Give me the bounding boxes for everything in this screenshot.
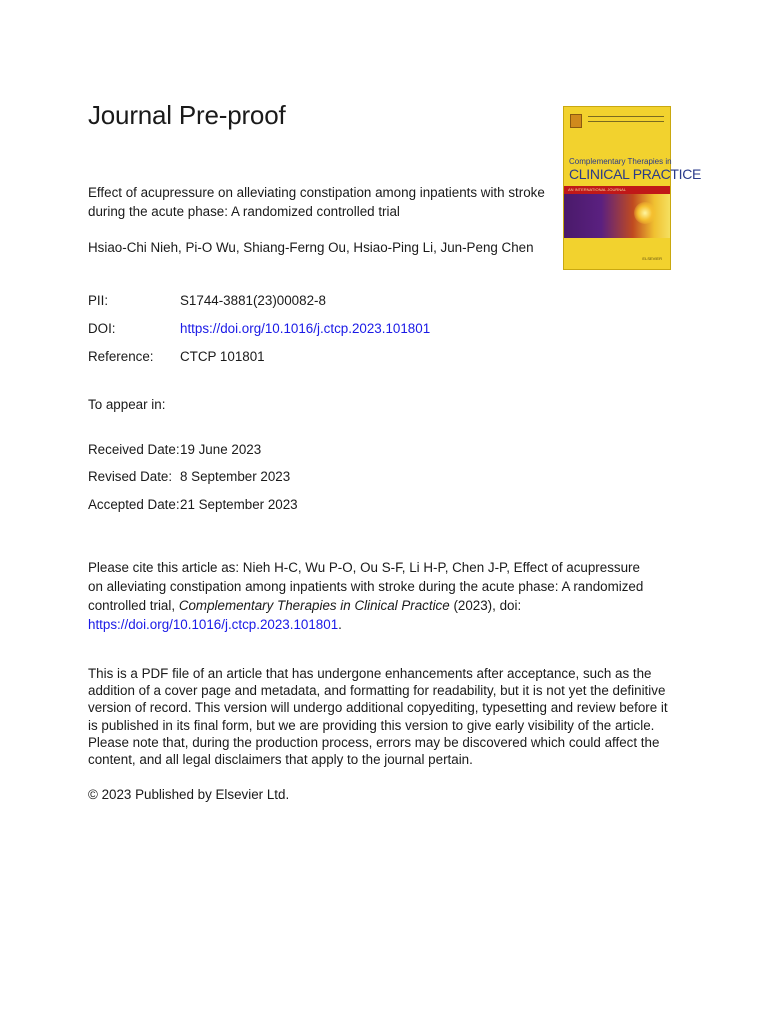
- journal-cover-image: [563, 106, 702, 270]
- pii-label: PII:: [88, 293, 109, 308]
- revised-date-value: 8 September 2023: [180, 469, 291, 484]
- revised-date-label: Revised Date:: [88, 469, 173, 484]
- revised-date-row: [88, 469, 290, 484]
- cover-swirl-graphic: [634, 202, 656, 224]
- cover-journal-subtitle: Complementary Therapies in: [569, 157, 672, 166]
- accepted-date-row: [88, 497, 298, 512]
- to-appear-in-label: To appear in:: [88, 397, 166, 412]
- author-list: Hsiao-Chi Nieh, Pi-O Wu, Shiang-Ferng Ou, Hsiao-Ping Li, Jun-Peng Chen: [88, 240, 534, 255]
- cover-journal-title: CLINICAL PRACTICE: [569, 166, 702, 182]
- page-title: Journal Pre-proof: [88, 100, 286, 130]
- meta-row-reference: [88, 349, 265, 364]
- preproof-notice: This is a PDF file of an article that has undergone enhancements after acceptance, such as the addition of a cover page and metadata, and formatting for readability, but it is not yet the definitive version of record. This version will undergo additional copyediting, typesetting and review before it is published in its final form, but we are providing this version to give early visibility of the article. Please note that, during the production process, errors may be discovered which could affect the content, and all legal disclaimers that apply to the journal pertain.: [88, 666, 668, 768]
- received-date-label: Received Date:: [88, 442, 180, 457]
- pii-value: S1744-3881(23)00082-8: [180, 293, 326, 308]
- article-title: Effect of acupressure on alleviating constipation among inpatients with stroke during the acute phase: A randomized controlled trial: [88, 185, 545, 219]
- cover-band-text: AN INTERNATIONAL JOURNAL: [568, 187, 627, 192]
- accepted-date-value: 21 September 2023: [180, 497, 298, 512]
- received-date-value: 19 June 2023: [180, 442, 262, 457]
- accepted-date-label: Accepted Date:: [88, 497, 180, 512]
- reference-label: Reference:: [88, 349, 154, 364]
- doi-link[interactable]: https://doi.org/10.1016/j.ctcp.2023.101801: [180, 321, 431, 336]
- citation-paragraph: [88, 558, 648, 634]
- cover-header-line: [588, 121, 664, 122]
- copyright-notice: © 2023 Published by Elsevier Ltd.: [88, 787, 290, 802]
- cover-publisher-text: ELSEVIER: [642, 256, 662, 261]
- cover-header-line: [588, 116, 664, 117]
- doi-label: DOI:: [88, 321, 116, 336]
- citation-doi-link[interactable]: https://doi.org/10.1016/j.ctcp.2023.101801: [88, 617, 339, 632]
- reference-value: CTCP 101801: [180, 349, 265, 364]
- received-date-row: [88, 442, 261, 457]
- meta-row-doi: [88, 321, 430, 336]
- meta-row-pii: [88, 293, 326, 308]
- citation-end: .: [338, 617, 342, 632]
- citation-year: (2023), doi:: [449, 598, 522, 613]
- elsevier-logo-icon: [570, 114, 582, 128]
- citation-text: Please cite this article as: Nieh H-C, Wu P-O, Ou S-F, Li H-P, Chen J-P, Effect of acupressure on alleviating constipation among inpatients with stroke during the acute phase: A randomized controlled trial,: [88, 560, 644, 613]
- citation-journal: Complementary Therapies in Clinical Practice: [178, 598, 450, 613]
